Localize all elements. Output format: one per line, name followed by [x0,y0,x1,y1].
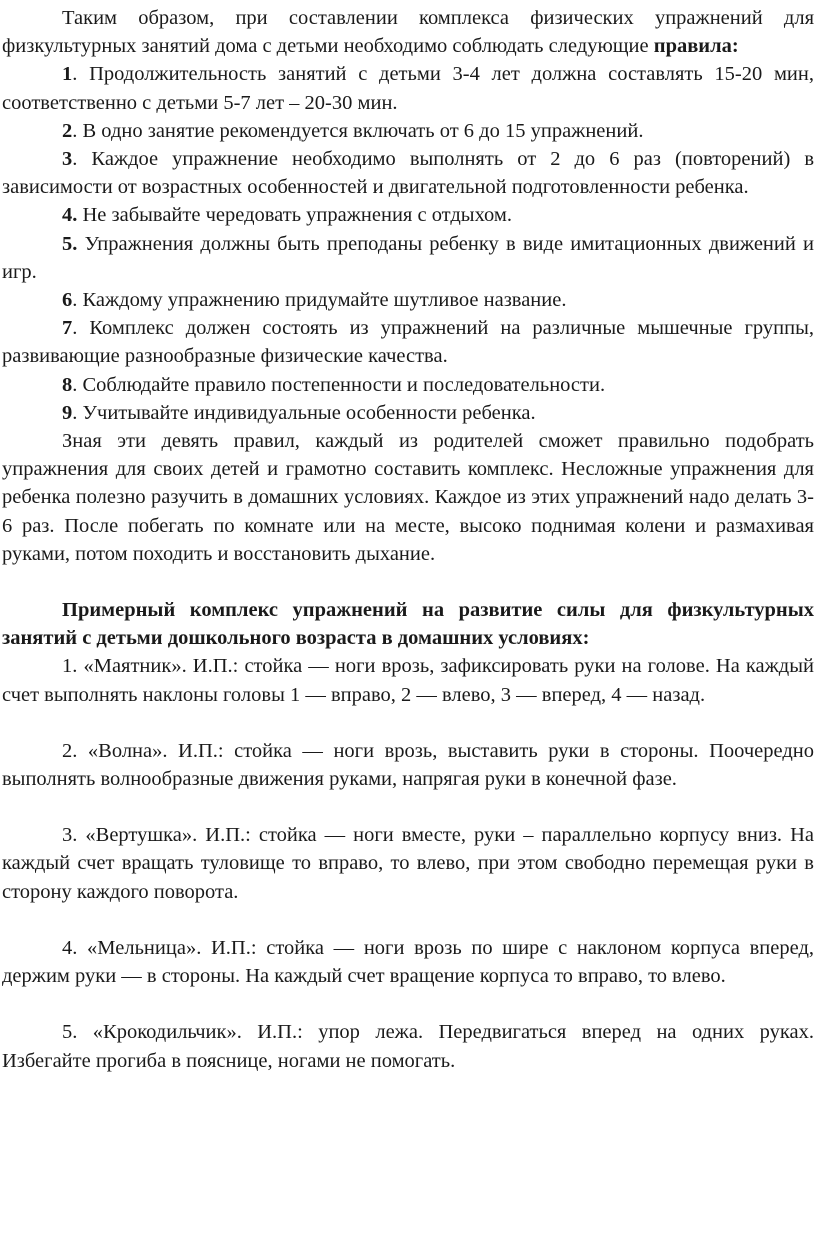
exercise-item: 5. «Крокодильчик». И.П.: упор лежа. Передвигаться вперед на одних руках. Избегайте прогиба в пояснице, ногами не помогать. [2,1021,814,1072]
rule-text: . Продолжительность занятий с детьми 3-4 лет должна составлять 15-20 мин, соответственно с детьми 5-7 лет – 20-30 мин. [2,63,814,114]
rule-item [2,60,814,116]
rule-number: 1 [62,63,73,86]
rule-text: . Каждое упражнение необходимо выполнять от 2 до 6 раз (повторений) в зависимости от возрастных особенностей и двигательной подготовленности ребенка. [2,148,814,199]
exercise-item: 3. «Вертушка». И.П.: стойка — ноги вместе, руки – параллельно корпусу вниз. На каждый счет вращать туловище то вправо, то влево, при этом свободно перемещая руки в сторону каждого поворота. [2,824,814,903]
intro-paragraph [2,4,814,60]
intro-text: Таким образом, при составлении комплекса физических упражнений для физкультурных занятий дома с детьми необходимо соблюдать следующие [2,7,814,58]
rule-item [2,230,814,286]
rule-number: 5. [62,232,78,255]
rule-item [2,371,814,399]
rule-item [2,201,814,229]
rule-text: . Учитывайте индивидуальные особенности ребенка. [72,401,536,424]
rule-number: 8 [62,373,73,396]
rule-number: 4. [62,204,78,227]
rule-item [2,117,814,145]
rule-number: 2 [62,119,73,142]
rule-item [2,286,814,314]
rule-item [2,314,814,370]
exercise-item: 4. «Мельница». И.П.: стойка — ноги врозь по шире с наклоном корпуса вперед, держим руки — в стороны. На каждый счет вращение корпуса то вправо, то влево. [2,936,814,988]
rule-text: Упражнения должны быть преподаны ребенку в виде имитационных движений и игр. [2,232,814,283]
rule-text: . Соблюдайте правило постепенности и последовательности. [72,373,606,396]
rule-number: 3 [62,148,73,171]
rule-text: . Каждому упражнению придумайте шутливое название. [72,289,567,312]
rule-number: 6 [62,289,73,312]
rule-item [2,399,814,427]
exercise-item: 1. «Маятник». И.П.: стойка — ноги врозь, зафиксировать руки на голове. На каждый счет выполнять наклоны головы 1 — вправо, 2 — влево, 3 — вперед, 4 — назад. [2,655,814,706]
rule-text: . В одно занятие рекомендуется включать от 6 до 15 упражнений. [72,119,644,142]
rule-text: . Комплекс должен состоять из упражнений на различные мышечные группы, развивающие разнообразные физические качества. [2,317,814,368]
rule-number: 7 [62,317,73,340]
rule-text: Не забывайте чередовать упражнения с отдыхом. [77,204,512,227]
exercise-item: 2. «Волна». И.П.: стойка — ноги врозь, выставить руки в стороны. Поочередно выполнять волнообразные движения руками, напрягая руки в конечной фазе. [2,739,814,791]
intro-bold: правила: [653,35,739,58]
section-title: Примерный комплекс упражнений на развитие силы для физкультурных занятий с детьми дошкольного возраста в домашних условиях: [2,599,814,650]
summary-paragraph: Зная эти девять правил, каждый из родителей сможет правильно подобрать упражнения для своих детей и грамотно составить комплекс. Несложные упражнения для ребенка полезно разучить в домашних условиях. Каждое из этих упражнений надо делать 3-6 раз. После побегать по комнате или на месте, высоко поднимая колени и размахивая руками, потом походить и восстановить дыхание. [2,430,814,565]
rule-number: 9 [62,401,73,424]
rule-item [2,145,814,201]
